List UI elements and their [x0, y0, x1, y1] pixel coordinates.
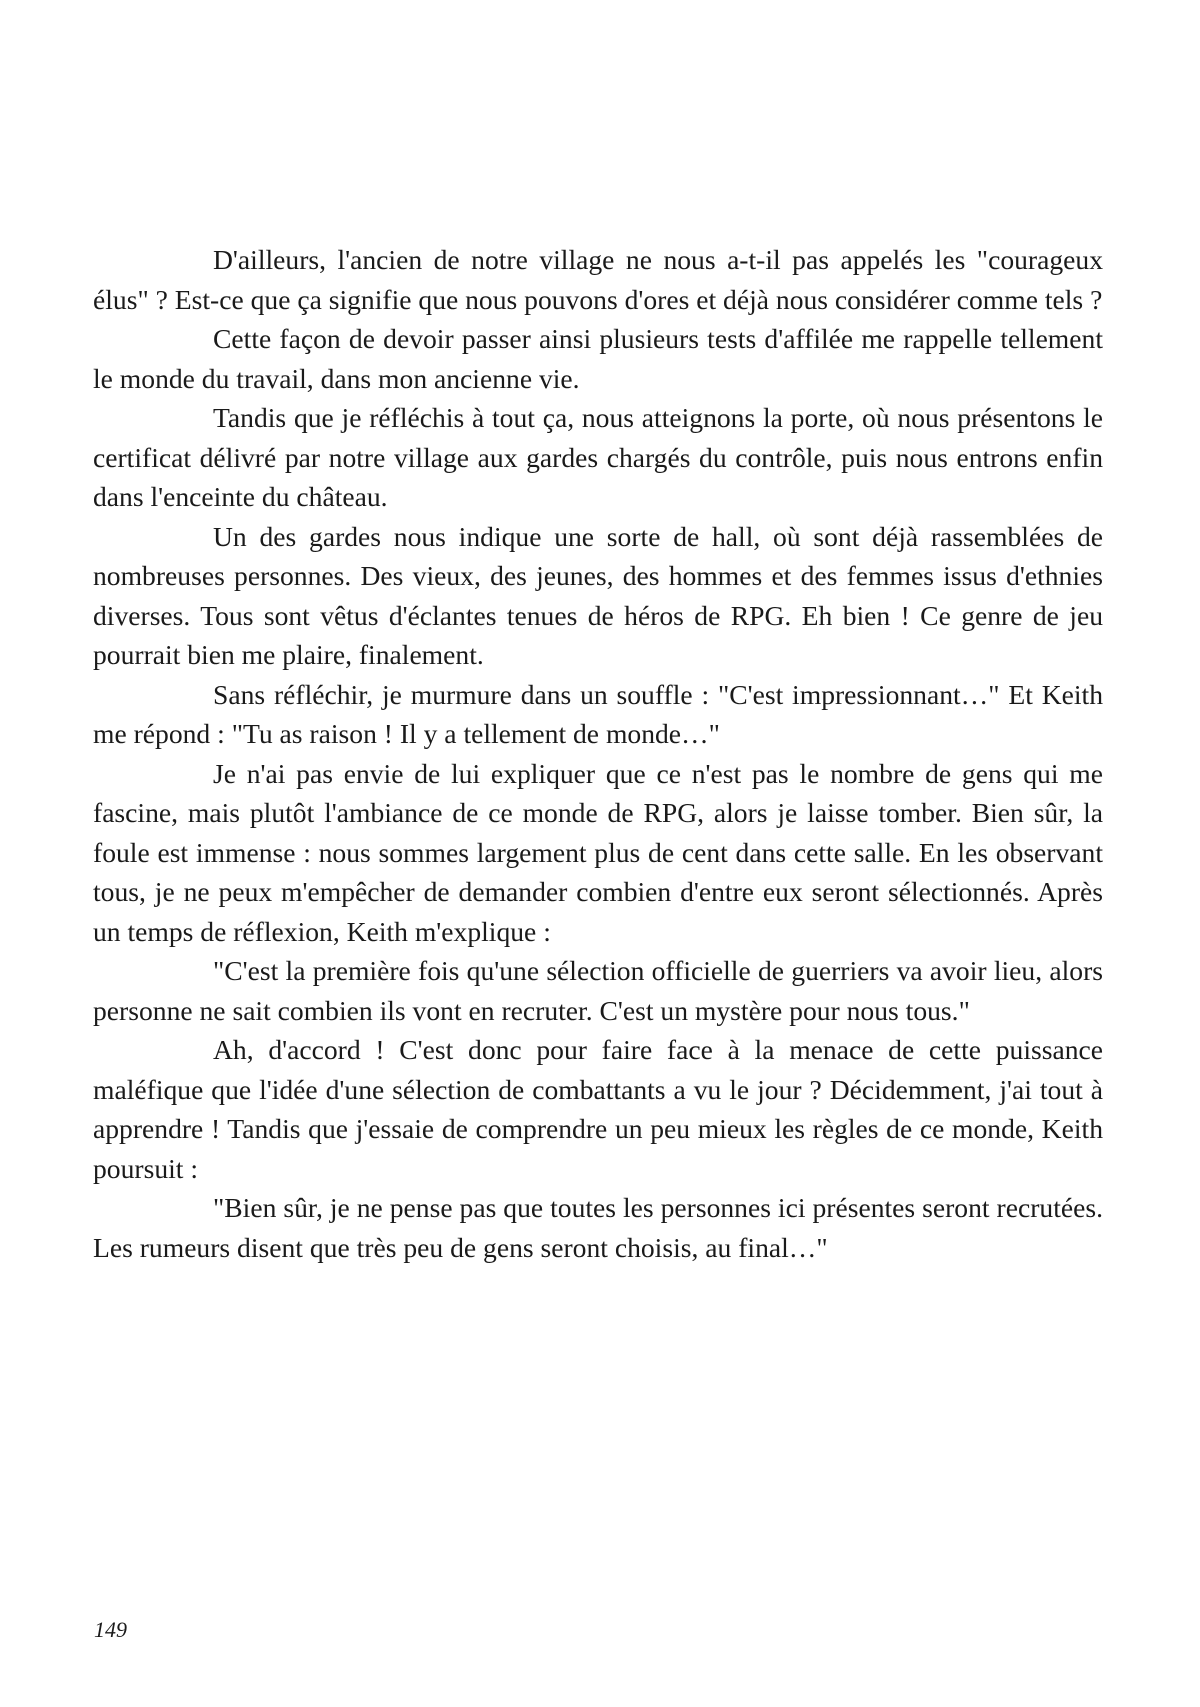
paragraph: Sans réfléchir, je murmure dans un souffle : "C'est impressionnant…" Et Keith me répond : "Tu as raison ! Il y a tellement de monde…" — [93, 678, 1103, 749]
paragraph: Cette façon de devoir passer ainsi plusieurs tests d'affilée me rappelle tellement le monde du travail, dans mon ancienne vie. — [93, 323, 1103, 394]
paragraph: Un des gardes nous indique une sorte de hall, où sont déjà rassemblées de nombreuses personnes. Des vieux, des jeunes, des hommes et des femmes issus d'ethnies diverses. Tous sont vêtus d'éclantes tenues de héros de RPG. Eh bien ! Ce genre de jeu pourrait bien me plaire, finalement. — [93, 520, 1103, 670]
paragraph: D'ailleurs, l'ancien de notre village ne nous a-t-il pas appelés les "courageux élus" ? Est-ce que ça signifie que nous pouvons d'ores et déjà nous considérer comme tels ? — [93, 244, 1103, 315]
paragraph: "Bien sûr, je ne pense pas que toutes les personnes ici présentes seront recrutées. Les rumeurs disent que très peu de gens seront choisis, au final…" — [93, 1192, 1103, 1263]
page-number: 149 — [94, 1617, 127, 1642]
paragraph: "C'est la première fois qu'une sélection officielle de guerriers va avoir lieu, alors personne ne sait combien ils vont en recruter. C'est un mystère pour nous tous." — [93, 955, 1103, 1026]
body-text — [93, 240, 1103, 1267]
paragraph: Tandis que je réfléchis à tout ça, nous atteignons la porte, où nous présentons le certificat délivré par notre village aux gardes chargés du contrôle, puis nous entrons enfin dans l'enceinte du château. — [93, 402, 1103, 512]
paragraph: Ah, d'accord ! C'est donc pour faire face à la menace de cette puissance maléfique que l'idée d'une sélection de combattants a vu le jour ? Décidemment, j'ai tout à apprendre ! Tandis que j'essaie de comprendre un peu mieux les règles de ce monde, Keith poursuit : — [93, 1034, 1103, 1184]
paragraph: Je n'ai pas envie de lui expliquer que ce n'est pas le nombre de gens qui me fascine, mais plutôt l'ambiance de ce monde de RPG, alors je laisse tomber. Bien sûr, la foule est immense : nous sommes largement plus de cent dans cette salle. En les observant tous, je ne peux m'empêcher de demander combien d'entre eux seront sélectionnés. Après un temps de réflexion, Keith m'explique : — [93, 757, 1103, 947]
